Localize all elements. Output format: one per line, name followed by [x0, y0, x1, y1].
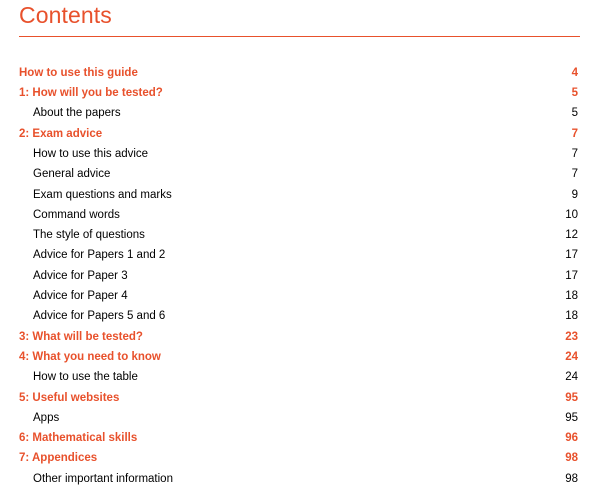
toc-entry-exam-questions-marks[interactable]: [0, 186, 594, 204]
toc-entry-page: 12: [565, 229, 578, 241]
toc-entry-label: Other important information: [33, 473, 173, 485]
toc-entry-label: Apps: [33, 412, 60, 424]
toc-entry-papers-5-and-6[interactable]: [0, 307, 594, 325]
title-divider: [19, 36, 580, 37]
toc-entry-apps[interactable]: [0, 409, 594, 427]
toc-entry-useful-websites[interactable]: [0, 389, 594, 407]
toc-entry-page: 95: [565, 412, 578, 424]
toc-entry-how-to-use-table[interactable]: [0, 368, 594, 386]
toc-entry-label: Advice for Papers 1 and 2: [33, 249, 166, 261]
toc-entry-page: 95: [565, 392, 578, 404]
toc-entry-how-to-use-guide[interactable]: [0, 64, 594, 82]
toc-entry-label: The style of questions: [33, 229, 145, 241]
contents-title: Contents: [19, 2, 112, 28]
toc-entry-label: Advice for Papers 5 and 6: [33, 310, 166, 322]
toc-entry-general-advice[interactable]: [0, 165, 594, 183]
toc-entry-page: 98: [565, 452, 578, 464]
toc-entry-label: 5: Useful websites: [19, 392, 120, 404]
toc-entry-page: 5: [571, 87, 578, 99]
toc-entry-label: 4: What you need to know: [19, 351, 161, 363]
toc-entry-command-words[interactable]: [0, 206, 594, 224]
toc-entry-label: About the papers: [33, 107, 121, 119]
toc-entry-page: 9: [571, 189, 578, 201]
toc-entry-what-you-need-to-know[interactable]: [0, 348, 594, 366]
toc-entry-label: Advice for Paper 3: [33, 270, 128, 282]
toc-entry-exam-advice[interactable]: [0, 125, 594, 143]
toc-entry-page: 7: [571, 168, 578, 180]
toc-entry-page: 4: [571, 67, 578, 79]
toc-entry-page: 23: [565, 331, 578, 343]
toc-entry-page: 24: [565, 351, 578, 363]
toc-entry-mathematical-skills[interactable]: [0, 429, 594, 447]
toc-entry-label: Command words: [33, 209, 120, 221]
toc-entry-papers-1-and-2[interactable]: [0, 246, 594, 264]
toc-entry-other-important-information[interactable]: [0, 470, 594, 488]
toc-entry-label: General advice: [33, 168, 111, 180]
toc-entry-label: 2: Exam advice: [19, 128, 103, 140]
toc-entry-page: 98: [565, 473, 578, 485]
toc-entry-page: 17: [565, 249, 578, 261]
toc-entry-page: 18: [565, 310, 578, 322]
toc-entry-paper-3[interactable]: [0, 267, 594, 285]
toc-entry-label: 6: Mathematical skills: [19, 432, 138, 444]
toc-entry-label: 3: What will be tested?: [19, 331, 143, 343]
toc-entry-page: 17: [565, 270, 578, 282]
toc-entry-page: 96: [565, 432, 578, 444]
toc-entry-label: 1: How will you be tested?: [19, 87, 163, 99]
toc-entry-what-will-be-tested[interactable]: [0, 328, 594, 346]
toc-entry-label: How to use the table: [33, 371, 138, 383]
toc-entry-page: 24: [565, 371, 578, 383]
toc-entry-label: How to use this advice: [33, 148, 149, 160]
toc-entry-style-of-questions[interactable]: [0, 226, 594, 244]
toc-entry-page: 7: [571, 128, 578, 140]
toc-entry-page: 7: [571, 148, 578, 160]
toc-entry-how-will-you-be-tested[interactable]: [0, 84, 594, 102]
toc-entry-how-to-use-advice[interactable]: [0, 145, 594, 163]
toc-entry-about-the-papers[interactable]: [0, 104, 594, 122]
toc-entry-page: 10: [565, 209, 578, 221]
toc-entry-label: How to use this guide: [19, 67, 138, 79]
toc-entry-label: Advice for Paper 4: [33, 290, 128, 302]
toc-entry-page: 5: [571, 107, 578, 119]
toc-entry-paper-4[interactable]: [0, 287, 594, 305]
toc-entry-label: Exam questions and marks: [33, 189, 172, 201]
toc-entry-appendices[interactable]: [0, 449, 594, 467]
toc-entry-label: 7: Appendices: [19, 452, 98, 464]
toc-entry-page: 18: [565, 290, 578, 302]
